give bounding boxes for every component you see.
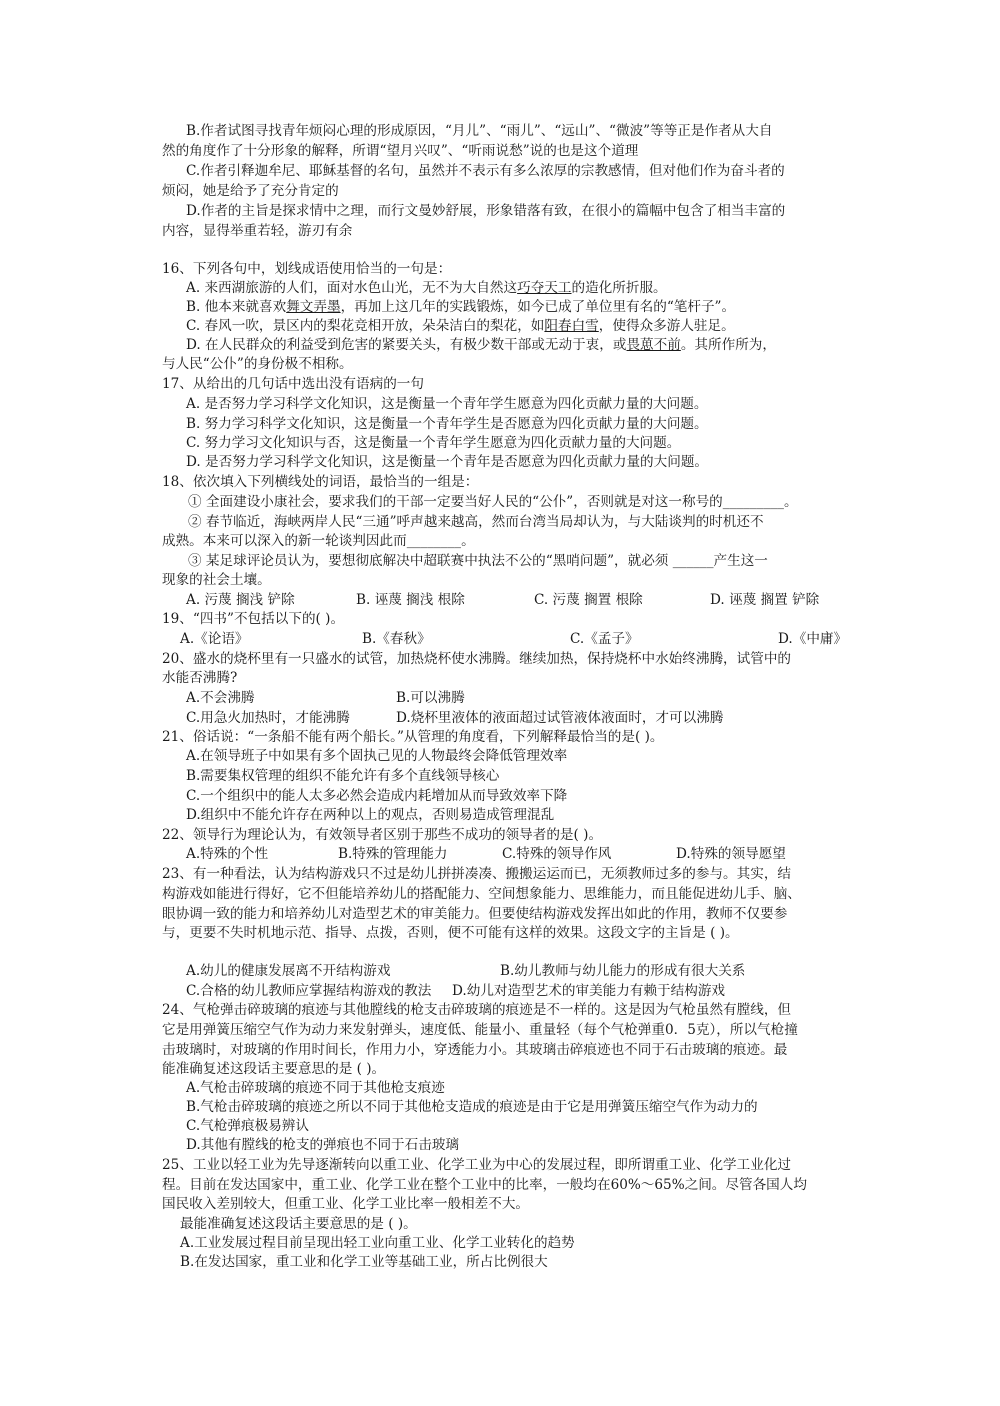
q19-stem: 19、“四书”不包括以下的( )。: [162, 611, 345, 627]
q19-option-c: C.《孟子》: [570, 631, 639, 647]
q23-para-line1: 23、有一种看法，认为结构游戏只不过是幼儿拼拼凑凑、搬搬运运而已，无须教师过多的参与。其实，结: [162, 866, 792, 882]
q18-sentence-2-line2: 成熟。本来可以深入的新一轮谈判因此而________。: [162, 533, 475, 549]
q19-options: [0, 630, 1000, 649]
q18-option-b: B. 诬蔑 搁浅 根除: [356, 592, 465, 608]
q24-option-a: A.气枪击碎玻璃的痕迹不同于其他枪支痕迹: [186, 1080, 445, 1096]
q16-option-a: A. 来西湖旅游的人们，面对水色山光，无不为大自然这巧夺天工的造化所折服。: [186, 280, 667, 296]
q25-option-a: A.工业发展过程目前呈现出轻工业向重工业、化学工业转化的趋势: [180, 1235, 575, 1251]
q21-stem: 21、俗话说：“一条船不能有两个船长。”从管理的角度看，下列解释最恰当的是( )。: [162, 729, 664, 745]
q15-option-d-line1: D.作者的主旨是探求情中之理，而行文曼妙舒展，形象错落有致，在很小的篇幅中包含了相当丰富的: [186, 203, 786, 219]
q21-option-b: B.需要集权管理的组织不能允许有多个直线领导核心: [186, 768, 500, 784]
q24-option-d: D.其他有膛线的枪支的弹痕也不同于石击玻璃: [186, 1137, 460, 1153]
q21-option-d: D.组织中不能允许存在两种以上的观点，否则易造成管理混乱: [186, 807, 555, 823]
q23-options-row2: [0, 982, 1000, 1001]
q17-option-a: A. 是否努力学习科学文化知识，这是衡量一个青年学生愿意为四化贡献力量的大问题。: [186, 396, 708, 412]
q21-option-a: A.在领导班子中如果有多个固执己见的人物最终会降低管理效率: [186, 748, 568, 764]
q25-para-line3: 国民收入差别较大，但重工业、化学工业比率一般相差不大。: [162, 1196, 530, 1212]
q25-option-b: B.在发达国家，重工业和化学工业等基础工业，所占比例很大: [180, 1254, 548, 1270]
q17-option-c: C. 努力学习文化知识与否，这是衡量一个青年学生愿意为四化贡献力量的大问题。: [186, 435, 681, 451]
q19-option-d: D.《中庸》: [778, 631, 848, 647]
q20-option-c: C.用急火加热时，才能沸腾: [186, 710, 350, 726]
q22-option-c: C.特殊的领导作风: [502, 846, 612, 862]
q24-para-line4: 能准确复述这段话主要意思的是 ( )。: [162, 1061, 386, 1077]
q23-para-line2: 构游戏如能进行得好，它不但能培养幼儿的搭配能力、空间想象能力、思维能力，而且能促进幼儿手、脑、: [162, 886, 801, 902]
q18-sentence-3-line2: 现象的社会土壤。: [162, 572, 271, 588]
q20-option-a: A.不会沸腾: [186, 690, 255, 706]
q25-para-line1: 25、工业以轻工业为先导逐渐转向以重工业、化学工业为中心的发展过程，即所谓重工业、化学工业化过: [162, 1157, 792, 1173]
q16-d-idiom: 畏葸不前: [626, 337, 681, 353]
q18-option-a: A. 污蔑 搁浅 铲除: [186, 592, 295, 608]
q22-option-a: A.特殊的个性: [186, 846, 269, 862]
q15-option-c-line2: 烦闷，她是给予了充分肯定的: [162, 183, 339, 199]
q23-option-a: A.幼儿的健康发展离不开结构游戏: [186, 963, 391, 979]
q19-option-b: B.《春秋》: [362, 631, 431, 647]
q22-options: [0, 845, 1000, 864]
q17-option-d: D. 是否努力学习科学文化知识，这是衡量一个青年是否愿意为四化贡献力量的大问题。: [186, 454, 709, 470]
q24-para-line3: 击玻璃时，对玻璃的作用时间长，作用力小，穿透能力小。其玻璃击碎痕迹也不同于石击玻璃的痕迹。最: [162, 1042, 788, 1058]
q22-option-b: B.特殊的管理能力: [338, 846, 448, 862]
q18-blank-2: ________: [406, 533, 462, 549]
q17-stem: 17、从给出的几句话中选出没有语病的一句: [162, 376, 424, 392]
q15-option-c-line1: C.作者引释迦牟尼、耶稣基督的名句，虽然并不表示有多么浓厚的宗教感情，但对他们作为奋斗者的: [186, 163, 785, 179]
q20-stem-line1: 20、盛水的烧杯里有一只盛水的试管，加热烧杯使水沸腾。继续加热，保持烧杯中水始终沸腾，试管中的: [162, 651, 792, 667]
q16-option-d: D. 在人民群众的利益受到危害的紧要关头，有极少数干部或无动于衷，或畏葸不前。其所作所为，: [186, 337, 776, 353]
q18-option-c: C. 污蔑 搁置 根除: [534, 592, 643, 608]
q22-stem: 22、领导行为理论认为，有效领导者区别于那些不成功的领导者的是( )。: [162, 827, 603, 843]
q19-option-a: A.《论语》: [180, 631, 249, 647]
q15-option-b-line1: B.作者试图寻找青年烦闷心理的形成原因，“月儿”、“雨儿”、“远山”、“微波”等等正是作者从大自: [186, 123, 773, 139]
q17-option-b: B. 努力学习科学文化知识，这是衡量一个青年学生是否愿意为四化贡献力量的大问题。: [186, 416, 708, 432]
q23-options-row1: [0, 962, 1000, 981]
q20-option-d: D.烧杯里液体的液面超过试管液体液面时，才可以沸腾: [396, 710, 724, 726]
q16-b-idiom: 舞文弄墨: [286, 299, 341, 315]
q18-option-d: D. 诬蔑 搁置 铲除: [710, 592, 820, 608]
q25-para-line4: 最能准确复述这段话主要意思的是 ( )。: [180, 1216, 417, 1232]
q18-sentence-2-line1: ② 春节临近，海峡两岸人民“三通”呼声越来越高，然而台湾当局却认为，与大陆谈判的时机还不: [188, 514, 764, 530]
q16-option-c: C. 春风一吹，景区内的梨花竞相开放，朵朵洁白的梨花，如阳春白雪，使得众多游人驻足。: [186, 318, 735, 334]
q20-option-b: B.可以沸腾: [396, 690, 465, 706]
q24-para-line1: 24、气枪弹击碎玻璃的痕迹与其他膛线的枪支击碎玻璃的痕迹是不一样的。这是因为气枪虽然有膛线，但: [162, 1002, 792, 1018]
q20-options-row2: [0, 709, 1000, 728]
q18-sentence-3-line1: ③ 某足球评论员认为，要想彻底解决中超联赛中执法不公的“黑哨问题”，就必须 ______产生这一: [188, 553, 768, 569]
q21-option-c: C.一个组织中的能人太多必然会造成内耗增加从而导致效率下降: [186, 788, 568, 804]
q23-para-line3: 眼协调一致的能力和培养幼儿对造型艺术的审美能力。但要使结构游戏发挥出如此的作用，教师不仅要参: [162, 906, 788, 922]
q24-option-b: B.气枪击碎玻璃的痕迹之所以不同于其他枪支造成的痕迹是由于它是用弹簧压缩空气作为动力的: [186, 1099, 758, 1115]
q23-option-c: C.合格的幼儿教师应掌握结构游戏的教法: [186, 983, 432, 999]
q23-option-d: D.幼儿对造型艺术的审美能力有赖于结构游戏: [452, 983, 726, 999]
q16-option-d-line2: 与人民“公仆”的身份极不相称。: [162, 356, 353, 372]
q16-option-b: B. 他本来就喜欢舞文弄墨，再加上这几年的实践锻炼，如今已成了单位里有名的“笔杆子”。: [186, 299, 736, 315]
q24-para-line2: 它是用弹簧压缩空气作为动力来发射弹头，速度低、能量小、重量轻（每个气枪弹重0．5克），所以气枪撞: [162, 1022, 798, 1038]
q20-options-row1: [0, 689, 1000, 708]
q23-option-b: B.幼儿教师与幼儿能力的形成有很大关系: [500, 963, 746, 979]
q15-option-d-line2: 内容，显得举重若轻，游刃有余: [162, 223, 353, 239]
q20-stem-line2: 水能否沸腾?: [162, 670, 238, 686]
q18-stem: 18、依次填入下列横线处的词语，最恰当的一组是：: [162, 474, 479, 490]
q16-stem: 16、下列各句中，划线成语使用恰当的一句是：: [162, 261, 452, 277]
q18-blank-1: _________: [722, 494, 784, 510]
q22-option-d: D.特殊的领导愿望: [676, 846, 786, 862]
q18-options: [0, 591, 1000, 610]
q24-option-c: C.气枪弹痕极易辨认: [186, 1118, 309, 1134]
q23-para-line4: 与，更要不失时机地示范、指导、点拨，否则，便不可能有这样的效果。这段文字的主旨是 ( )。: [162, 925, 739, 941]
q25-para-line2: 程。目前在发达国家中，重工业、化学工业在整个工业中的比率，一般均在60%～65%之间。尽管各国人均: [162, 1177, 807, 1193]
q18-sentence-1: ① 全面建设小康社会，要求我们的干部一定要当好人民的“公仆”，否则就是对这一称号的_________。: [188, 494, 798, 510]
q16-a-idiom: 巧夺天工: [517, 280, 572, 296]
q18-blank-3: ______: [672, 553, 714, 569]
q16-c-idiom: 阳春白雪: [544, 318, 599, 334]
q15-option-b-line2: 然的角度作了十分形象的解释，所谓“望月兴叹”、“听雨说愁”说的也是这个道理: [162, 143, 639, 159]
